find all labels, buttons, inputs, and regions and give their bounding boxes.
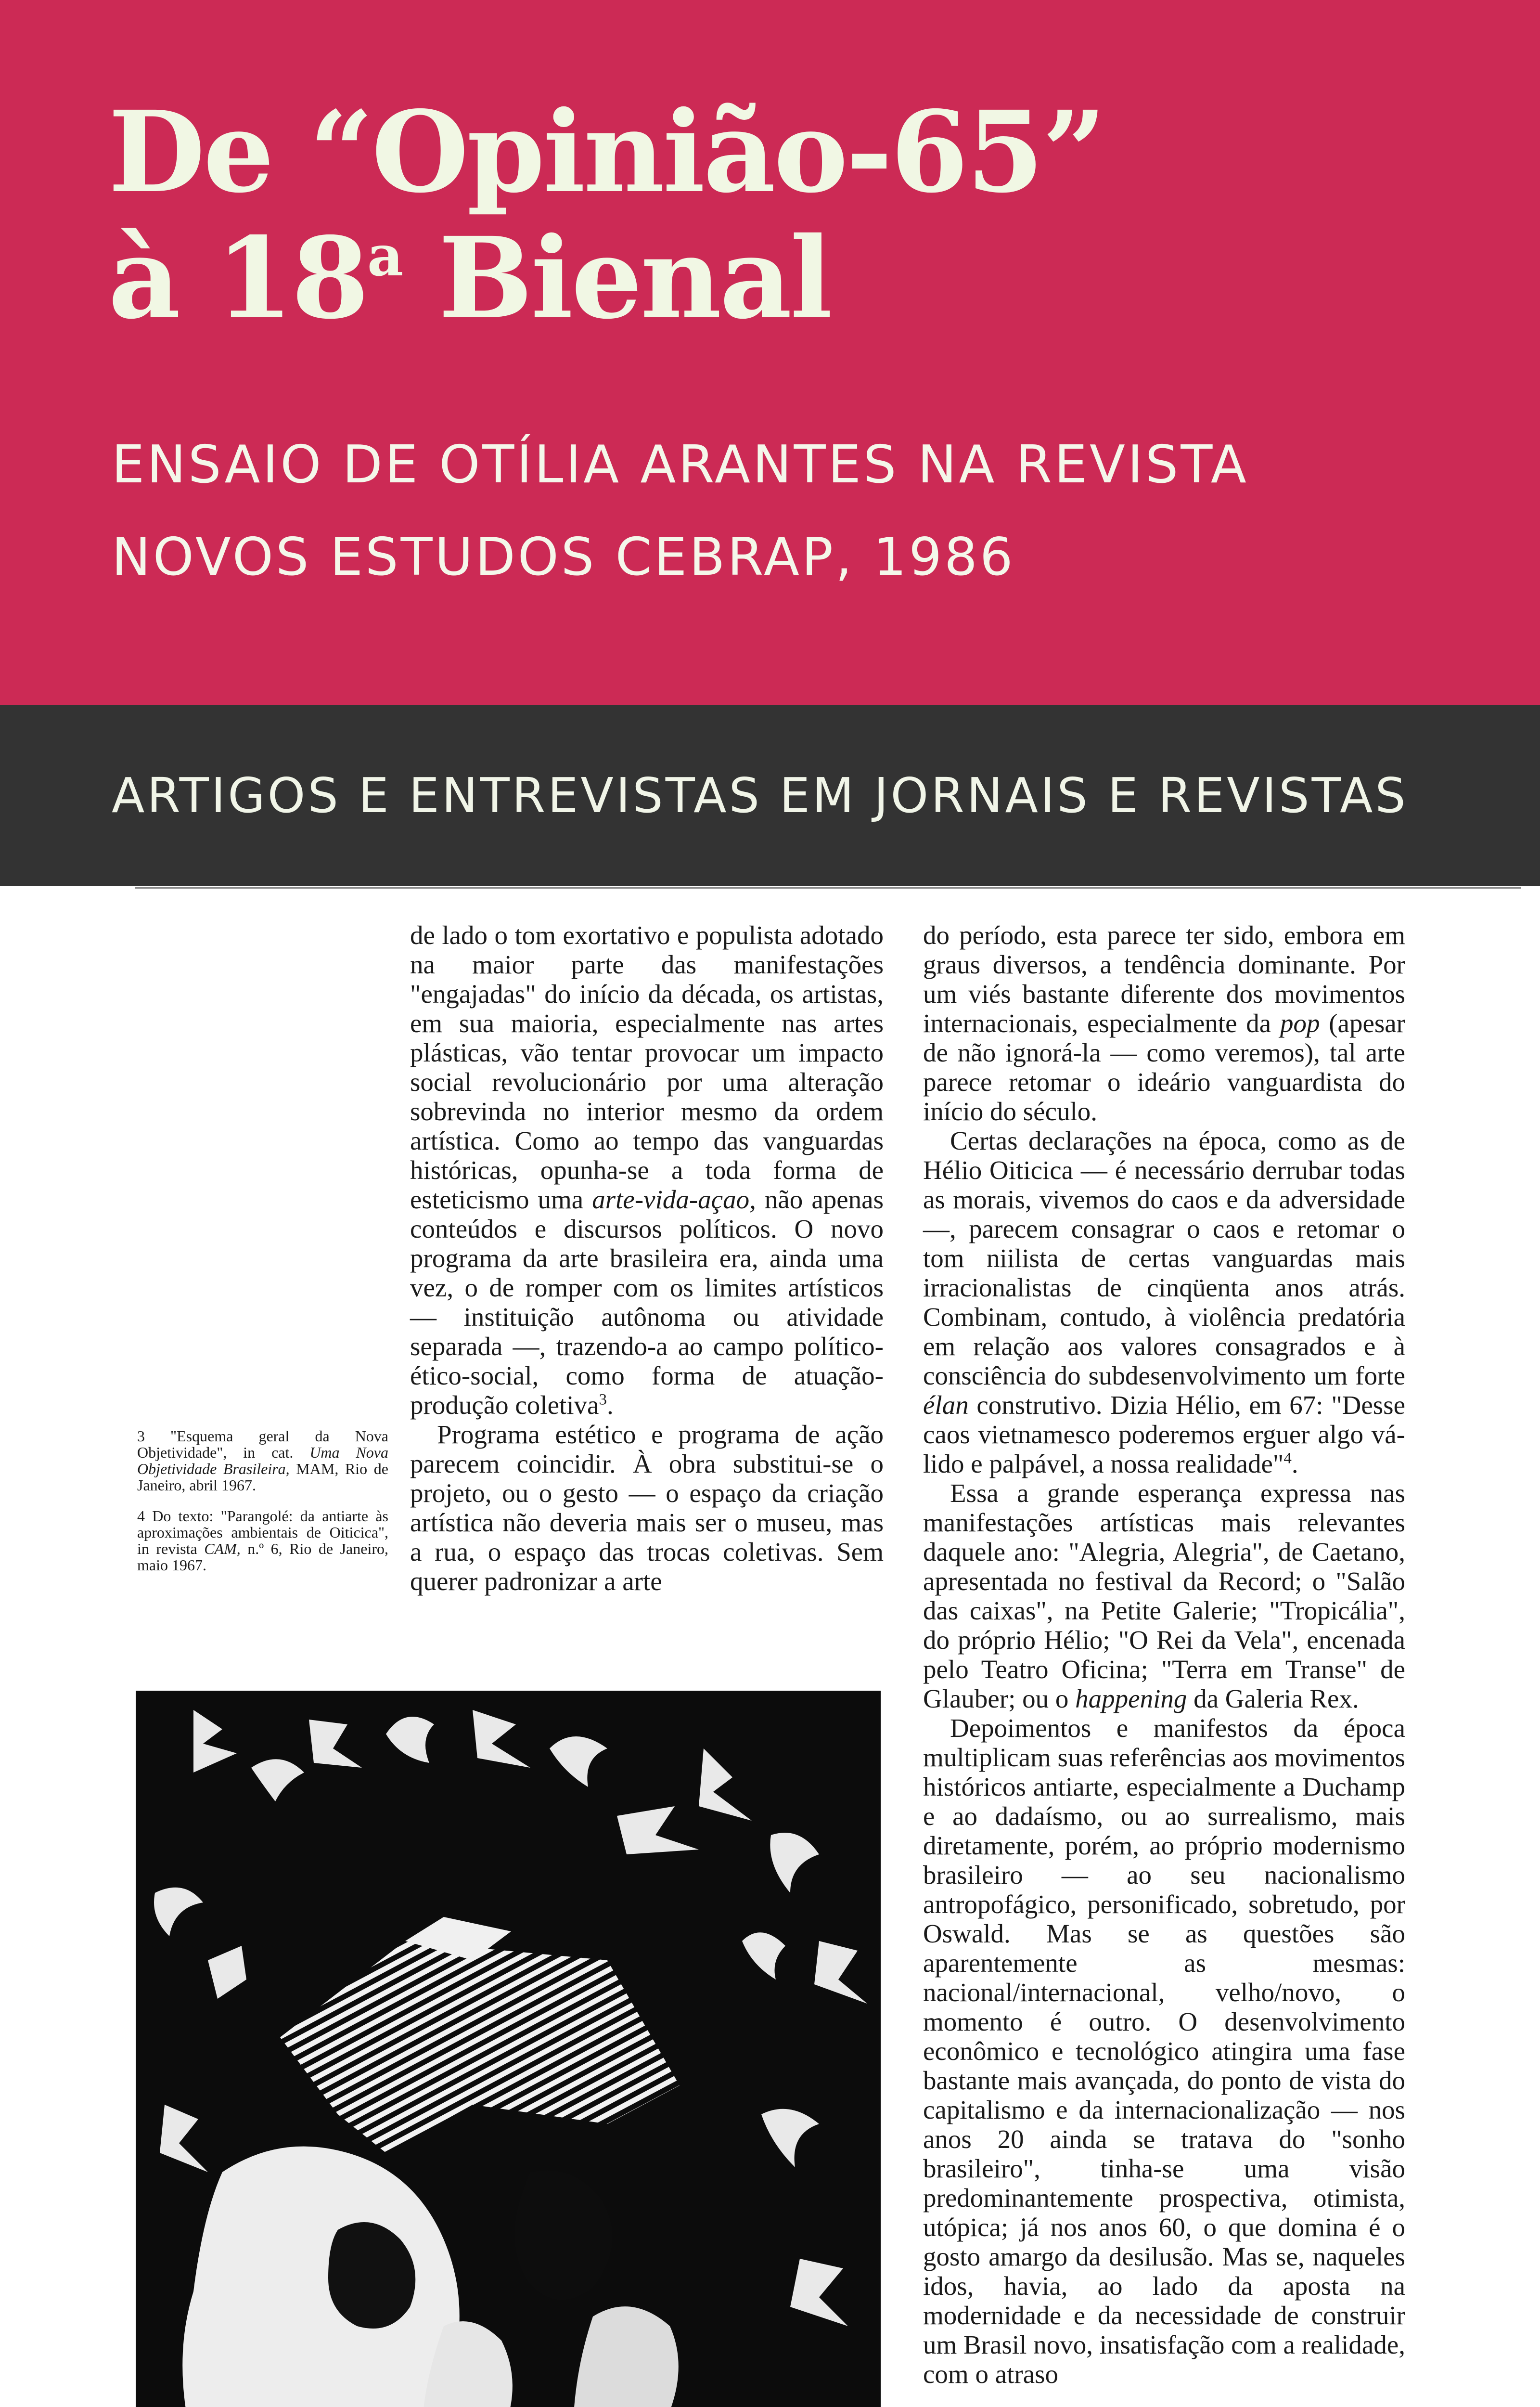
paragraph-text: construtivo. Dizia Hélio, em 67: "Desse caos vietnamesco poderemos erguer algo válido e palpável, a nossa realidade" [923,1390,1405,1478]
scan-top-rule [135,887,1521,889]
emphasis-text: arte-vida-açao, [592,1185,756,1214]
paragraph-text: . [606,1390,614,1420]
footnote-3 [137,1428,388,1493]
category-bar [0,705,1540,886]
emphasis-text: pop [1280,1009,1320,1038]
title-line-2-suffix: Bienal [401,212,831,344]
paragraph-text: do período, esta parece ter sido, embora em graus diversos, a tendência dominante. Por um viés bastante diferente dos movimentos internacionais, especialmente da [923,920,1405,1038]
article-photo [136,1691,881,2407]
paragraph-text: não apenas conteúdos e discursos políticos. O novo programa da arte brasileira era, ainda uma vez, o de romper com os limites artísticos — instituição autônoma ou atividade separada —, trazendo-a ao campo político-ético-social, como forma de atuação-produção coletiva [410,1185,884,1420]
article-paragraph [923,1713,1405,2389]
emphasis-text: élan [923,1390,969,1420]
title-line-2-prefix: à 18 [108,212,367,344]
page-subtitle [112,419,1483,604]
paragraph-text: . [1291,1449,1298,1478]
title-line-1: De “Opinião-65” [108,86,1104,218]
subtitle-line-2: NOVOS ESTUDOS CEBRAP, 1986 [112,527,1015,587]
paragraph-text: Depoimentos e manifestos da época multiplicam suas referências aos movimentos históricos antiarte, especialmente a Duchamp e ao dadaísmo, ou ao surrealismo, mais diretamente, porém, ao próprio modernismo brasileiro — ao seu nacionalismo antropofágico, personificado, sobretudo, por Oswald. Mas se as questões são aparentemente as mesmas: nacional/internacional, velho/novo, o momento é outro. O desenvolvimento econômico e tecnológico atingira uma fase bastante mais avançada, do ponto de vista do capitalismo e da internacionalização — nos anos 20 ainda se tratava do "sonho brasileiro", tinha-se uma visão predominantemente prospectiva, otimista, utópica; já nos anos 60, o que domina é o gosto amargo da desilusão. Mas se, naqueles idos, havia, ao lado da aposta na modernidade e da necessidade de construir um Brasil novo, insatisfação com a realidade, com o atraso [923,1713,1405,2389]
paragraph-text: (apesar de não ignorá-la — como veremos), tal arte parece retomar o ideário vanguardista do início do século. [923,1009,1405,1126]
article-column-middle [410,920,884,1596]
article-column-right [923,920,1405,2389]
footnote-4 [137,1508,388,1573]
paragraph-text: Programa estético e programa de ação parecem coincidir. À obra substitui-se o projeto, ou o gesto — o espaço da criação artística não deveria mais ser o museu, mas a rua, o espaço das trocas coletivas. Sem querer padronizar a arte [410,1420,884,1596]
footnote-text: MAM, Rio de Janeiro, abril 1967. [137,1460,389,1494]
footnote-ref: 3 [599,1391,607,1409]
footnote-text: 3 "Esquema geral da Nova Objetividade", in cat. [137,1427,388,1461]
paragraph-text: Essa a grande esperança expressa nas manifestações artísticas mais relevantes daquele ano: "Alegria, Alegria", de Caetano, apresentada no festival da Record; o "Salão das caixas", na Petite Galerie; "Tropicália", do próprio Hélio; "O Rei da Vela", encenada pelo Teatro Oficina; "Terra em Transe" de Glauber; ou o [923,1478,1405,1713]
article-paragraph [923,920,1405,1126]
footnote-text: n.º 6, Rio de Janeiro, maio 1967. [137,1540,388,1574]
category-label: ARTIGOS E ENTREVISTAS EM JORNAIS E REVISTAS [112,767,1408,824]
article-paragraph [923,1126,1405,1478]
paragraph-text: da Galeria Rex. [1187,1684,1359,1713]
footnote-text: 4 Do texto: "Parangolé: da antiarte às aproximações ambientais de Oiticica", in revista [137,1507,388,1557]
footnote-ref: 4 [1283,1449,1292,1467]
page-title [108,86,1456,344]
header-banner [0,0,1540,705]
title-ordinal-indicator: a [367,223,402,289]
article-paragraph [410,920,884,1420]
article-paragraph [410,1420,884,1596]
paragraph-text: Certas declarações na época, como as de Hélio Oiticica — é necessário derrubar todas as morais, vivemos do caos e da adversidade —, parecem consagrar o caos e retomar o tom niilista de certas vanguardas mais irracionalistas de cinqüenta anos atrás. Combinam, contudo, à violência predatória em relação aos valores consagrados e à consciência do subdesenvolvimento um forte [923,1126,1405,1390]
photo-parangole-figure [136,1691,881,2407]
emphasis-text: happening [1075,1684,1187,1713]
subtitle-line-1: ENSAIO DE OTÍLIA ARANTES NA REVISTA [112,435,1249,495]
footnote-emphasis: CAM, [204,1540,241,1557]
title-line-2 [108,212,1456,344]
article-paragraph [923,1478,1405,1713]
footnote-emphasis: Uma Nova Objetividade Brasileira, [137,1444,389,1477]
paragraph-text: de lado o tom exortativo e populista adotado na maior parte das manifestações "engajadas" do início da década, os artistas, em sua maioria, especialmente nas artes plásticas, vão tentar provocar um impacto social revolucionário por uma alteração sobrevinda no interior mesmo da ordem artística. Como ao tempo das vanguardas históricas, opunha-se a toda forma de esteticismo uma [410,920,884,1214]
footnotes [137,1428,388,1588]
